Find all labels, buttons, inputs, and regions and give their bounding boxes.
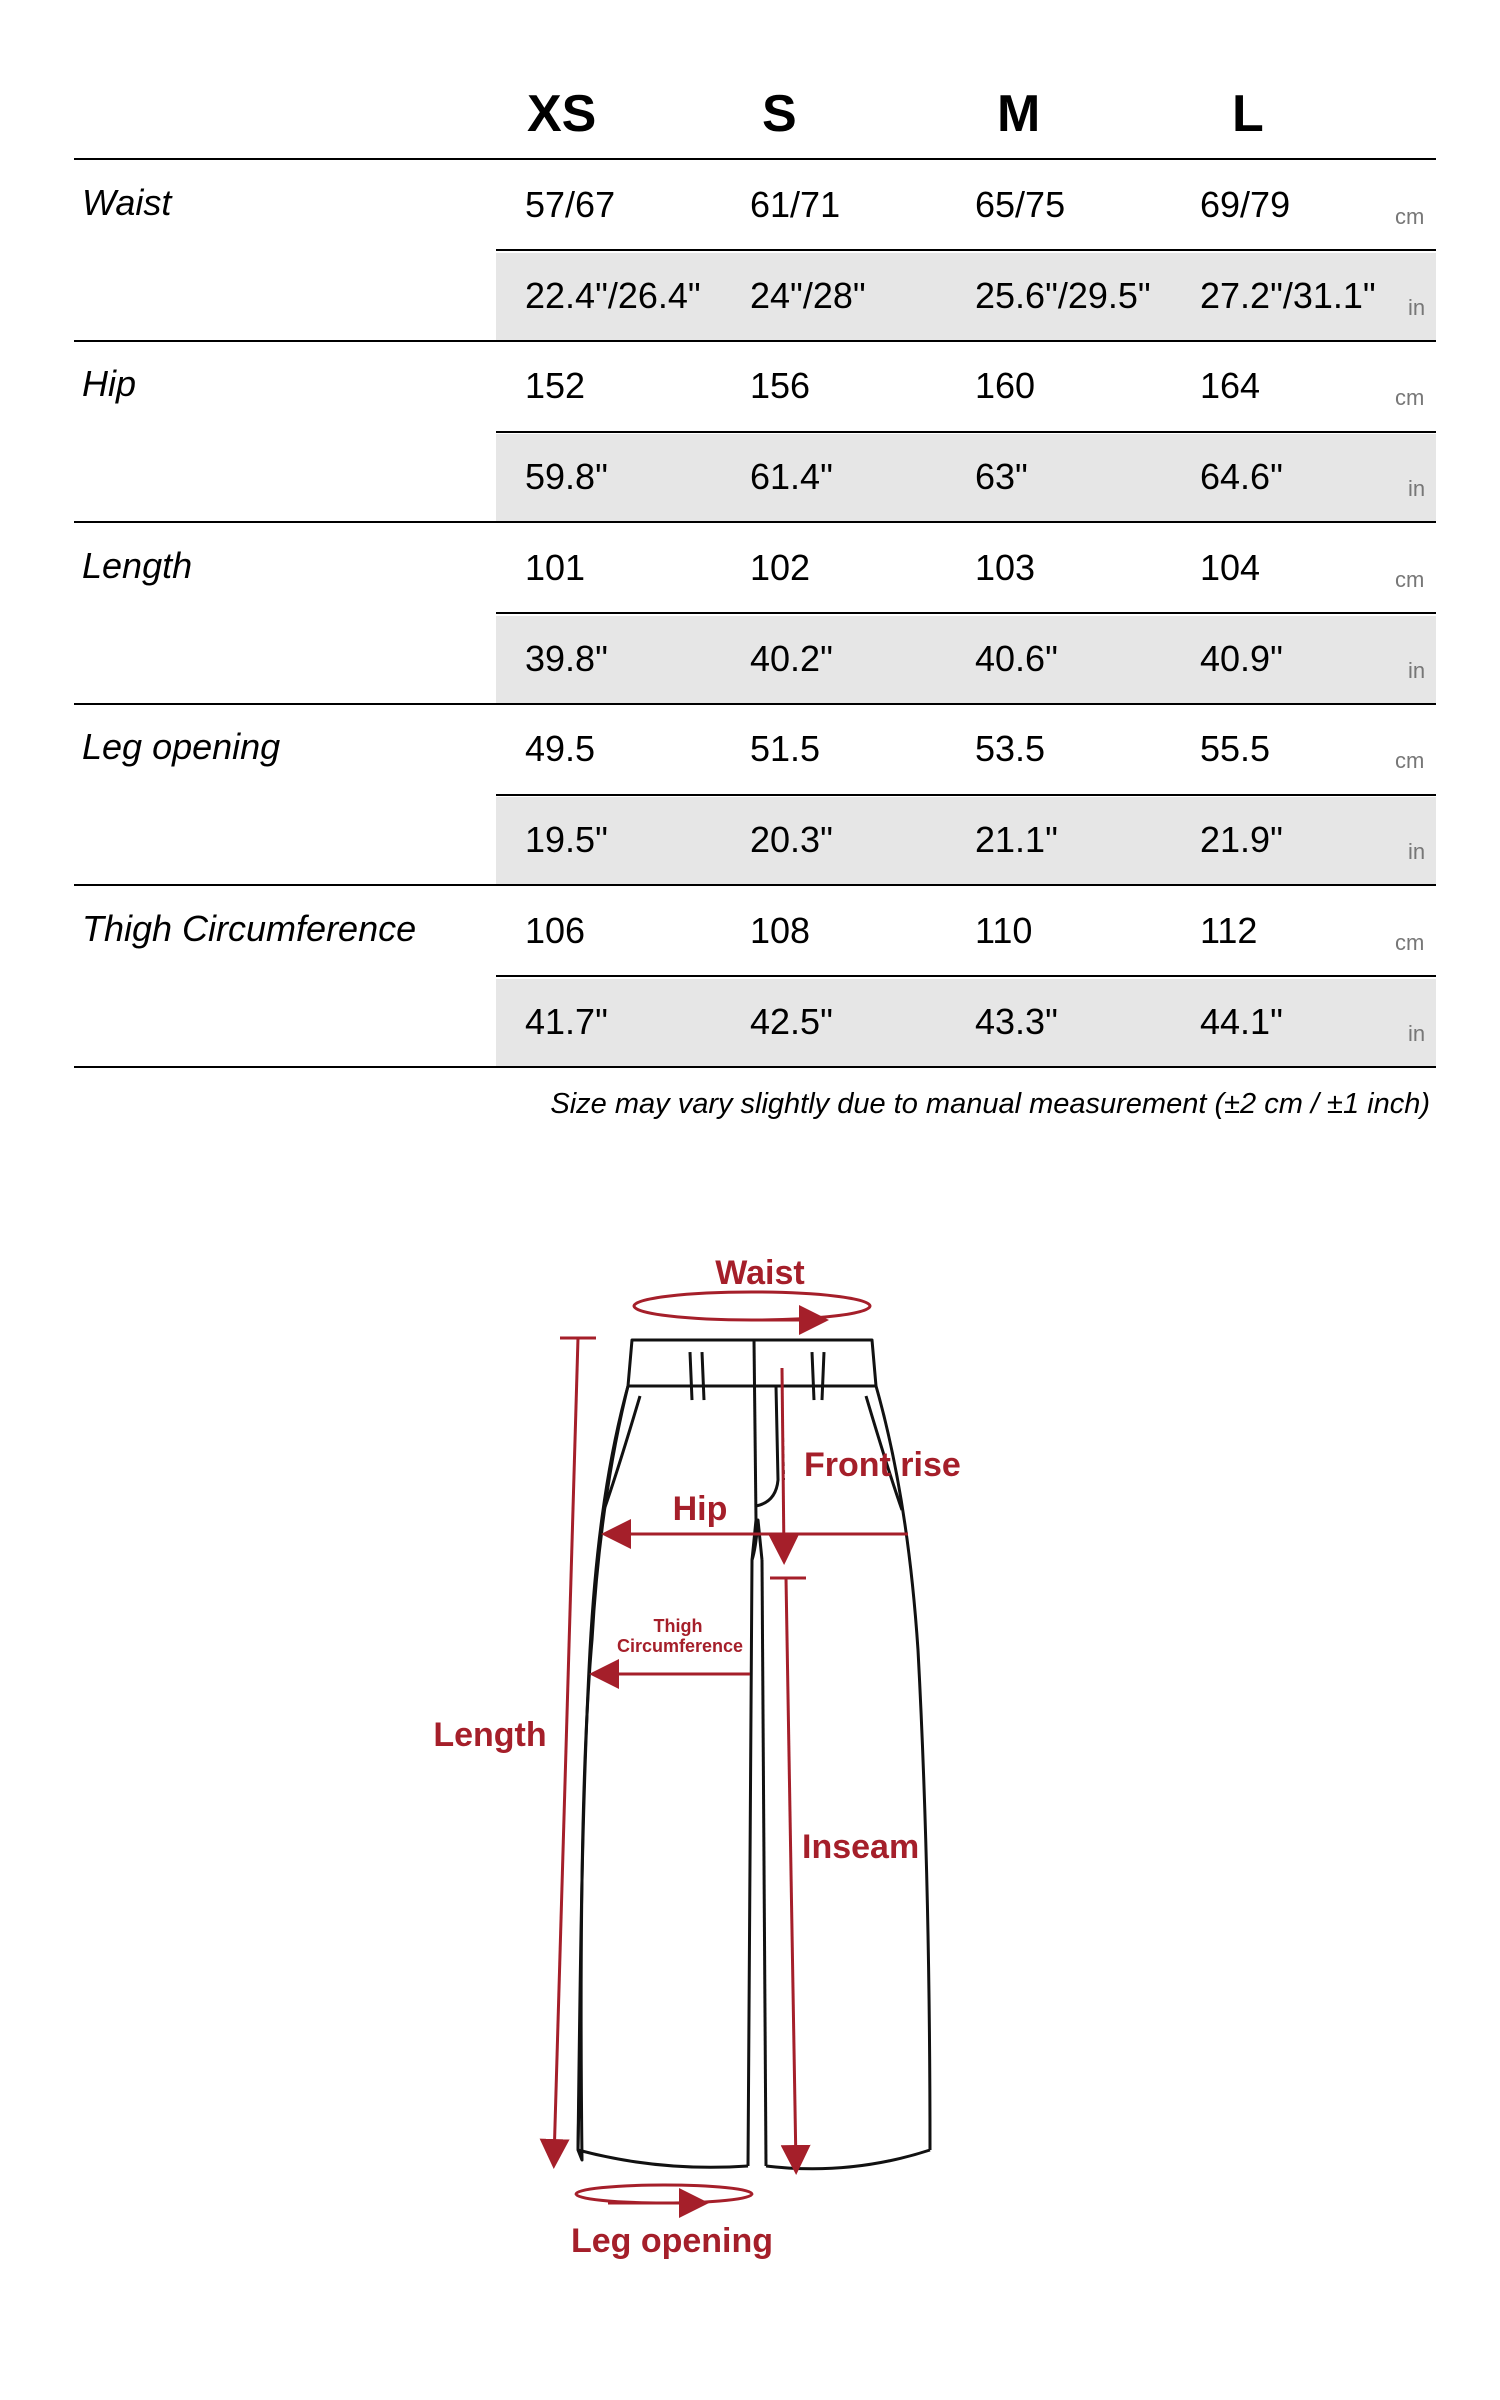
cell-value: 25.6"/29.5" — [975, 275, 1151, 316]
measurement-guides — [554, 1292, 908, 2203]
label-length: Length — [433, 1716, 547, 1754]
size-header-m: M — [997, 85, 1041, 143]
unit-cm: cm — [1395, 567, 1425, 592]
cell-value: 41.7" — [525, 1001, 608, 1042]
cell-value: 43.3" — [975, 1001, 1058, 1042]
cell-value: 152 — [525, 365, 586, 406]
table-divider — [74, 521, 1436, 523]
cell-value: 65/75 — [975, 184, 1066, 225]
row-shade — [496, 616, 1436, 705]
cell-value: 106 — [525, 910, 586, 951]
unit-in: in — [1408, 839, 1426, 864]
cell-value: 57/67 — [525, 184, 616, 225]
row-shade — [496, 797, 1436, 886]
size-header-s: S — [762, 85, 797, 143]
label-inseam: Inseam — [802, 1828, 920, 1866]
cell-value: 102 — [750, 547, 811, 588]
table-divider — [74, 340, 1436, 342]
cell-value: 39.8" — [525, 638, 608, 679]
label-front-rise: Front rise — [804, 1446, 961, 1484]
cell-value: 108 — [750, 910, 811, 951]
cell-value: 20.3" — [750, 819, 833, 860]
table-subdivider — [496, 249, 1436, 251]
table-subdivider — [496, 431, 1436, 433]
table-divider — [74, 1066, 1436, 1068]
table-divider — [74, 703, 1436, 705]
table-subdivider — [496, 794, 1436, 796]
unit-cm: cm — [1395, 748, 1425, 773]
label-waist: Waist — [715, 1254, 805, 1292]
table-subdivider — [496, 975, 1436, 977]
table-subdivider — [496, 612, 1436, 614]
size-header-xs: XS — [527, 85, 597, 143]
row-label-thigh-circumference: Thigh Circumference — [82, 908, 417, 949]
cell-value: 59.8" — [525, 456, 608, 497]
cell-value: 110 — [975, 910, 1033, 951]
measurement-note: Size may vary slightly due to manual measurement (±2 cm / ±1 inch) — [550, 1088, 1430, 1120]
unit-in: in — [1408, 476, 1426, 501]
cell-value: 61.4" — [750, 456, 833, 497]
cell-value: 156 — [750, 365, 811, 406]
cell-value: 103 — [975, 547, 1036, 588]
cell-value: 164 — [1200, 365, 1261, 406]
unit-in: in — [1408, 295, 1426, 320]
table-divider — [74, 158, 1436, 160]
label-leg-opening: Leg opening — [570, 2222, 774, 2260]
label-hip: Hip — [672, 1490, 728, 1528]
cell-value: 24"/28" — [750, 275, 866, 316]
cell-value: 49.5 — [525, 728, 596, 769]
unit-cm: cm — [1395, 204, 1425, 229]
cell-value: 53.5 — [975, 728, 1046, 769]
cell-value: 40.6" — [975, 638, 1058, 679]
cell-value: 61/71 — [750, 184, 841, 225]
row-label-waist: Waist — [82, 182, 172, 223]
row-label-leg-opening: Leg opening — [82, 726, 281, 767]
unit-cm: cm — [1395, 930, 1425, 955]
unit-cm: cm — [1395, 385, 1425, 410]
cell-value: 101 — [525, 547, 586, 588]
cell-value: 42.5" — [750, 1001, 833, 1042]
cell-value: 64.6" — [1200, 456, 1283, 497]
cell-value: 51.5 — [750, 728, 821, 769]
cell-value: 40.9" — [1200, 638, 1283, 679]
row-label-length: Length — [82, 545, 193, 586]
row-shade — [496, 979, 1436, 1068]
cell-value: 21.9" — [1200, 819, 1283, 860]
cell-value: 63" — [975, 456, 1028, 497]
cell-value: 55.5 — [1200, 728, 1271, 769]
table-divider — [74, 884, 1436, 886]
cell-value: 22.4"/26.4" — [525, 275, 701, 316]
size-header-l: L — [1232, 85, 1264, 143]
cell-value: 44.1" — [1200, 1001, 1283, 1042]
cell-value: 19.5" — [525, 819, 608, 860]
cell-value: 112 — [1200, 910, 1258, 951]
cell-value: 104 — [1200, 547, 1261, 588]
row-shade — [496, 434, 1436, 523]
cell-value: 21.1" — [975, 819, 1058, 860]
label-thigh-line1: Thigh — [653, 1616, 703, 1636]
pants-measurement-diagram — [0, 1180, 1500, 2300]
cell-value: 69/79 — [1200, 184, 1291, 225]
cell-value: 40.2" — [750, 638, 833, 679]
row-label-hip: Hip — [82, 363, 137, 404]
cell-value: 27.2"/31.1" — [1200, 275, 1376, 316]
cell-value: 160 — [975, 365, 1036, 406]
unit-in: in — [1408, 658, 1426, 683]
unit-in: in — [1408, 1021, 1426, 1046]
label-thigh-line2: Circumference — [616, 1636, 744, 1656]
